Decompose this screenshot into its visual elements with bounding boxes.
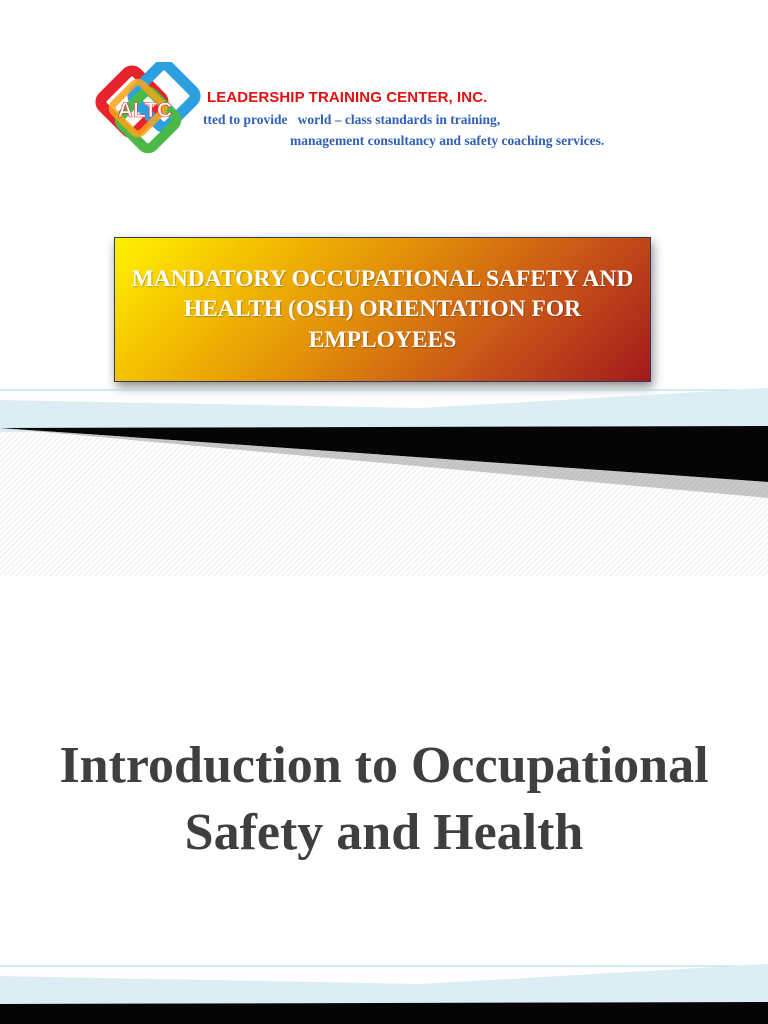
tagline-line-1: tted to provide world – class standards in training, xyxy=(203,112,501,127)
altc-logo xyxy=(84,62,206,158)
tagline-line-2: management consultancy and safety coaching services. xyxy=(290,133,605,148)
slide-decoration xyxy=(0,388,768,576)
logo-letters: ALTC xyxy=(117,99,173,122)
decorative-stripes xyxy=(0,388,768,576)
light-blue-band-bottom xyxy=(0,964,768,1008)
slide-title: Introduction to Occupational Safety and Health xyxy=(59,737,709,861)
light-blue-band xyxy=(0,388,768,432)
black-swoosh-bottom xyxy=(0,1002,768,1024)
decorative-stripes-bottom xyxy=(0,964,768,1024)
altc-logo-mark xyxy=(84,62,206,158)
content-slide xyxy=(0,576,768,1024)
banner-title: MANDATORY OCCUPATIONAL SAFETY AND HEALTH (OSH) ORIENTATION FOR EMPLOYEES xyxy=(131,265,634,353)
company-name: LEADERSHIP TRAINING CENTER, INC. xyxy=(207,89,488,106)
slide-decoration-bottom xyxy=(0,964,768,1024)
orientation-title-banner xyxy=(114,237,651,382)
